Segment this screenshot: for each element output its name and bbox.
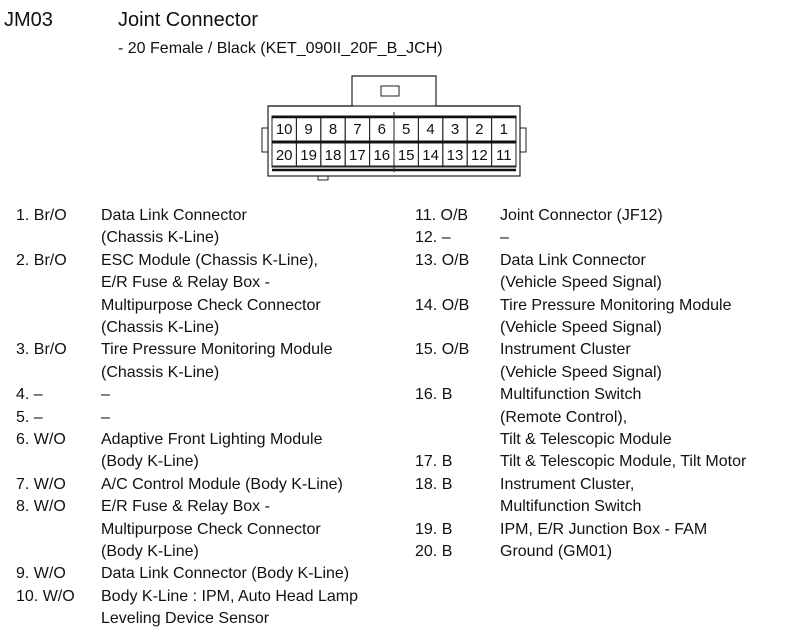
pin-label: 15. O/B — [415, 341, 470, 359]
pin-number: 7 — [353, 121, 362, 138]
pin-number: 11 — [496, 147, 512, 164]
pin-label: 8. W/O — [16, 498, 66, 516]
pin-description: Ground (GM01) — [500, 543, 613, 560]
pin-description: Instrument Cluster — [500, 341, 631, 359]
pin-number: 18 — [324, 147, 342, 164]
connector-left-notch — [262, 128, 268, 152]
pin-description: (Remote Control), — [500, 408, 628, 426]
pin-number: 4 — [426, 121, 435, 138]
pin-label: 19. B — [415, 520, 453, 538]
pin-label: 5. – — [16, 408, 43, 426]
pin-description: Adaptive Front Lighting Module — [101, 431, 323, 448]
pin-description: IPM, E/R Junction Box - FAM — [500, 520, 708, 538]
connector-subtitle: - 20 Female / Black (KET_090II_20F_B_JCH) — [118, 40, 443, 57]
pin-number: 2 — [475, 121, 484, 138]
pin-description: (Body K-Line) — [101, 542, 199, 560]
pin-label: 4. – — [16, 386, 43, 404]
pin-label: 16. B — [415, 386, 453, 404]
pin-description: (Chassis K-Line) — [101, 229, 220, 247]
pin-description: Multipurpose Check Connector — [101, 296, 321, 314]
pin-description: (Vehicle Speed Signal) — [500, 363, 662, 381]
pin-number: 19 — [300, 147, 317, 164]
pin-description: Joint Connector (JF12) — [500, 207, 663, 224]
pin-description: Leveling Device Sensor — [101, 610, 270, 628]
pin-description: Multipurpose Check Connector — [101, 520, 321, 538]
pin-number: 14 — [422, 147, 439, 164]
pin-number: 1 — [499, 121, 508, 138]
pin-number: 6 — [377, 121, 386, 138]
pin-description: Data Link Connector (Body K-Line) — [101, 565, 350, 583]
pin-description: Data Link Connector — [101, 207, 247, 224]
connector-key-tab — [381, 86, 399, 96]
pin-label: 14. O/B — [415, 296, 470, 314]
connector-bottom-tab — [318, 176, 328, 180]
pin-description: (Vehicle Speed Signal) — [500, 274, 662, 292]
pin-description: – — [500, 229, 509, 247]
pin-description: A/C Control Module (Body K-Line) — [101, 475, 343, 493]
pin-label: 6. W/O — [16, 431, 66, 448]
pin-number: 9 — [304, 121, 313, 138]
pin-description: (Chassis K-Line) — [101, 318, 220, 336]
pin-description: (Body K-Line) — [101, 453, 199, 471]
pin-number: 5 — [402, 121, 411, 138]
pin-description: ESC Module (Chassis K-Line), — [101, 251, 318, 269]
pin-number: 10 — [275, 121, 293, 138]
pin-label: 2. Br/O — [16, 251, 67, 269]
pin-number: 13 — [446, 147, 464, 164]
pin-label: 10. W/O — [16, 587, 75, 605]
pin-number: 12 — [471, 147, 488, 164]
pin-label: 12. – — [415, 229, 451, 247]
pin-description: – — [101, 386, 110, 404]
pin-number: 15 — [397, 147, 415, 164]
pin-label: 7. W/O — [16, 475, 66, 493]
pin-number: 8 — [328, 121, 338, 138]
pin-description: Instrument Cluster, — [500, 475, 635, 493]
pin-number: 16 — [373, 147, 391, 164]
pin-description: (Vehicle Speed Signal) — [500, 318, 662, 336]
connector-latch — [268, 76, 520, 106]
pin-description: – — [101, 408, 110, 426]
pin-description: Tire Pressure Monitoring Module — [500, 296, 732, 314]
pin-description: Tire Pressure Monitoring Module — [101, 341, 333, 359]
connector-diagram — [0, 0, 787, 200]
pin-label: 20. B — [415, 543, 453, 560]
pin-description: Data Link Connector — [500, 251, 646, 269]
pin-description: Multifunction Switch — [500, 498, 642, 516]
pin-number: 17 — [349, 147, 366, 164]
connector-right-notch — [520, 128, 526, 152]
pin-label: 3. Br/O — [16, 341, 67, 359]
pin-label: 11. O/B — [415, 207, 469, 224]
pin-label: 13. O/B — [415, 251, 470, 269]
pin-description: Tilt & Telescopic Module, Tilt Motor — [500, 453, 747, 471]
pin-description: Body K-Line : IPM, Auto Head Lamp — [101, 587, 359, 605]
pin-label: 9. W/O — [16, 565, 66, 583]
pin-description: E/R Fuse & Relay Box - — [101, 274, 270, 292]
pin-description: Multifunction Switch — [500, 386, 642, 404]
connector-title: Joint Connector — [118, 9, 259, 31]
pin-label: 17. B — [415, 453, 453, 471]
pin-number: 3 — [450, 121, 460, 138]
pin-label: 18. B — [415, 475, 453, 493]
pin-description: (Chassis K-Line) — [101, 363, 220, 381]
pin-label: 1. Br/O — [16, 207, 67, 224]
connector-code: JM03 — [4, 9, 53, 31]
pin-description: Tilt & Telescopic Module — [500, 430, 672, 448]
pin-number: 20 — [275, 147, 293, 164]
pin-description: E/R Fuse & Relay Box - — [101, 498, 270, 516]
